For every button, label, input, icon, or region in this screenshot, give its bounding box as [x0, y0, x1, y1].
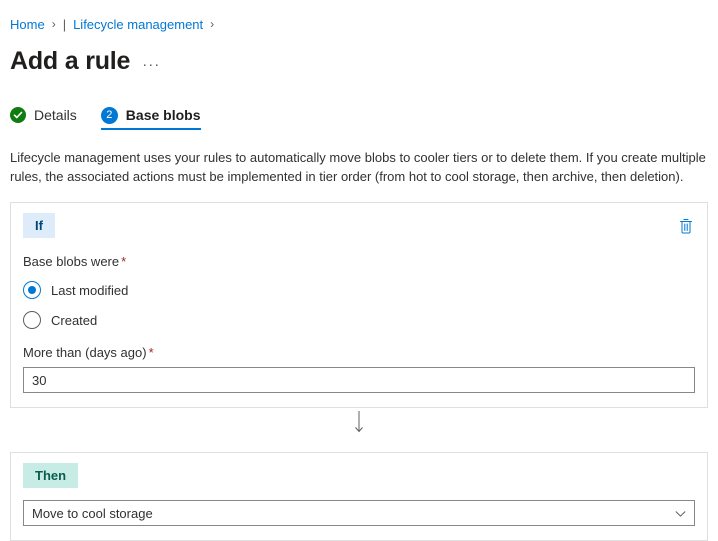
step-number-badge: 2: [101, 107, 118, 124]
required-marker: *: [121, 254, 127, 269]
flow-arrow-icon: [10, 410, 708, 436]
then-pill: Then: [23, 463, 78, 488]
breadcrumb-separator-2: ›: [210, 17, 215, 31]
more-than-days-label: [23, 345, 695, 360]
then-action-card: [10, 452, 708, 541]
trash-icon[interactable]: [677, 216, 695, 236]
base-blobs-were-text: Base blobs were: [23, 254, 120, 269]
more-than-days-text: More than (days ago): [23, 345, 147, 360]
if-condition-card: [10, 202, 708, 408]
radio-created-indicator[interactable]: [23, 311, 41, 329]
page-description: Lifecycle management uses your rules to automatically move blobs to cooler tiers or to delete them. If you create multiple rules, the associated actions must be implemented in tier order (from hot to cool storage, then archive, then deletion).: [10, 150, 706, 184]
tab-details[interactable]: [10, 107, 77, 129]
action-select-value: Move to cool storage: [32, 505, 153, 521]
check-icon: [10, 107, 26, 123]
wizard-steps: [10, 102, 708, 134]
radio-last-modified[interactable]: [23, 281, 695, 299]
breadcrumb: [10, 0, 708, 40]
days-ago-input[interactable]: [23, 367, 695, 393]
radio-last-modified-label: Last modified: [51, 282, 129, 298]
required-marker-days: *: [148, 345, 154, 360]
radio-created[interactable]: [23, 311, 695, 329]
tab-details-label: Details: [34, 107, 77, 123]
page-title: Add a rule: [10, 47, 131, 75]
radio-last-modified-indicator[interactable]: [23, 281, 41, 299]
title-row: [10, 46, 708, 76]
breadcrumb-divider: |: [62, 16, 67, 32]
if-pill: If: [23, 213, 55, 238]
action-select[interactable]: [23, 500, 695, 526]
breadcrumb-separator: ›: [51, 17, 56, 31]
tab-base-blobs-label: Base blobs: [125, 107, 201, 123]
if-card-header: [23, 213, 695, 238]
breadcrumb-item-home[interactable]: Home: [10, 16, 45, 32]
radio-created-label: Created: [51, 312, 98, 328]
base-blobs-were-label: [23, 254, 695, 269]
action-select-wrap: [23, 500, 695, 526]
then-card-header: [23, 463, 695, 488]
ellipsis-icon[interactable]: ···: [142, 56, 161, 73]
tab-base-blobs[interactable]: [101, 107, 201, 130]
breadcrumb-item-lifecycle-management[interactable]: Lifecycle management: [73, 16, 204, 32]
